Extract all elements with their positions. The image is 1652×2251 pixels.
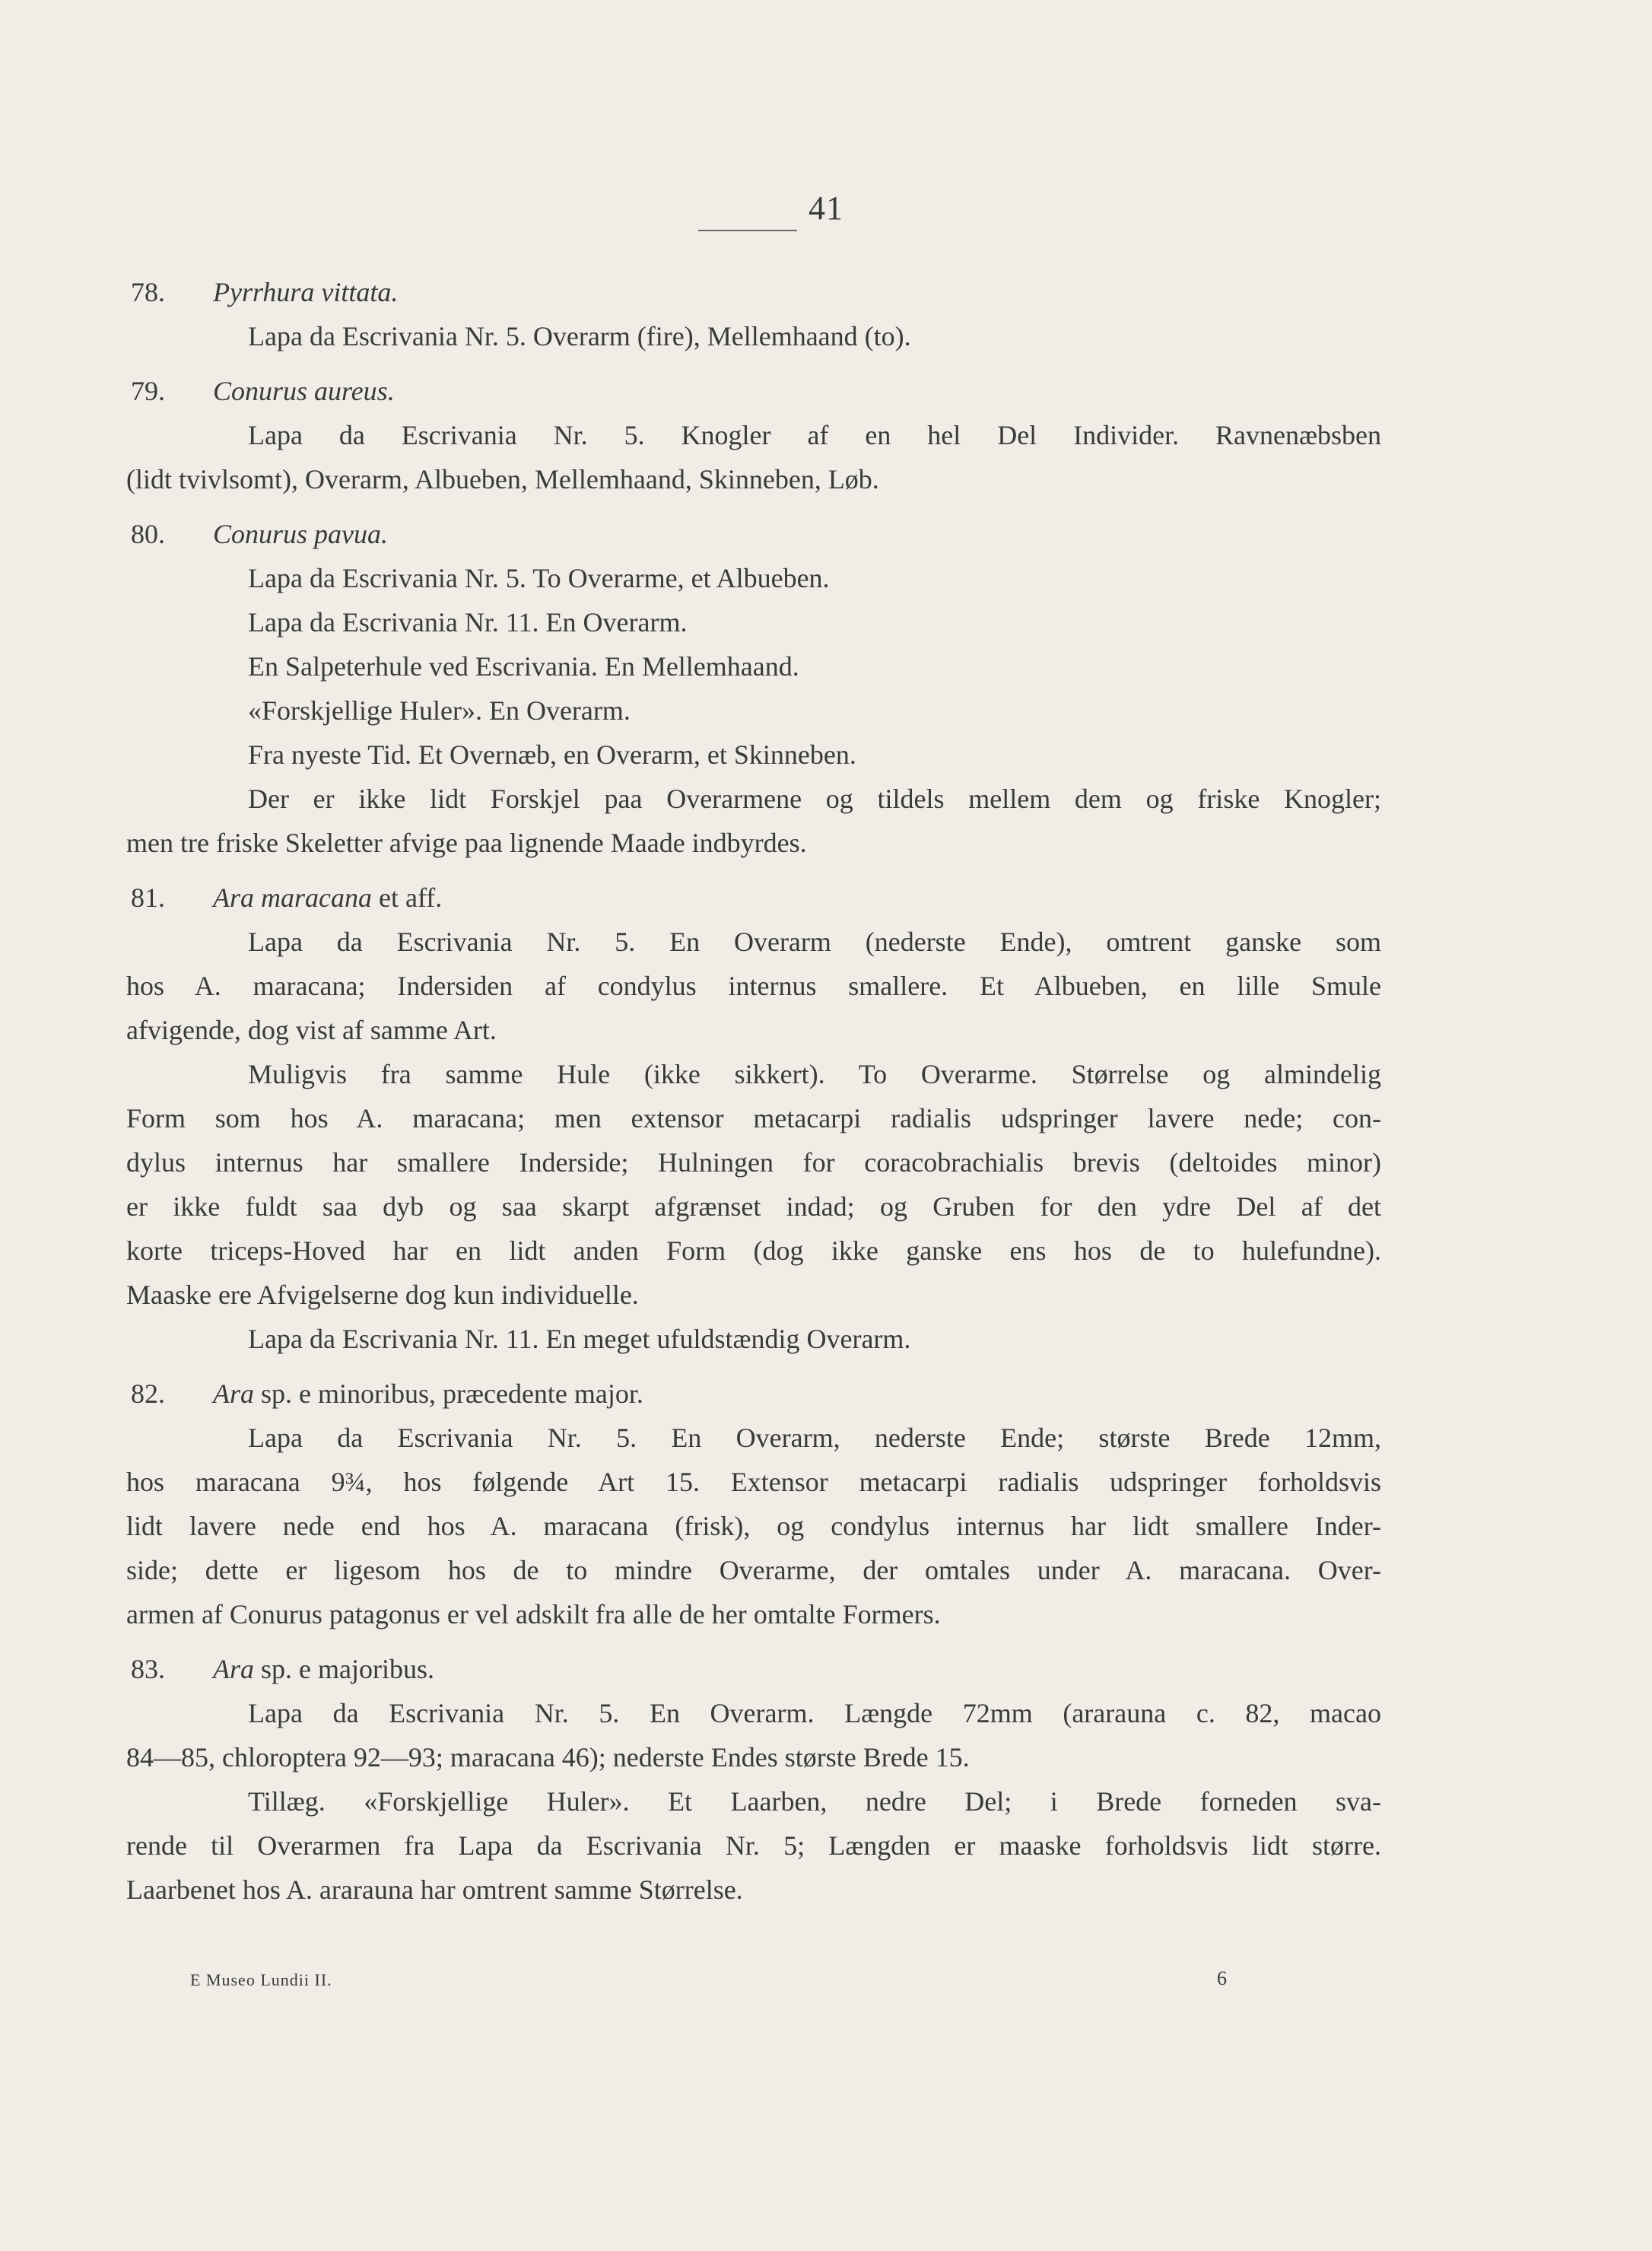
- entry-78: [126, 270, 1381, 358]
- text-line: En Salpeterhule ved Escrivania. En Mellemhaand.: [248, 651, 799, 682]
- species-name: Ara maracana: [213, 882, 372, 913]
- species-name: Conurus pavua.: [213, 519, 389, 549]
- entry-82: [126, 1372, 1381, 1636]
- text-line: korte triceps-Hoved har en lidt anden Form (dog ikke ganske ens hos de to hulefundne).: [126, 1235, 1381, 1266]
- text-line: er ikke fuldt saa dyb og saa skarpt afgrænset indad; og Gruben for den ydre Del af det: [126, 1191, 1381, 1222]
- text-line: Fra nyeste Tid. Et Overnæb, en Overarm, et Skinneben.: [248, 739, 856, 770]
- text-line: Tillæg. «Forskjellige Huler». Et Laarben, nedre Del; i Brede forneden sva-: [248, 1786, 1381, 1817]
- text-line: Lapa da Escrivania Nr. 11. En meget ufuldstændig Overarm.: [248, 1324, 911, 1354]
- text-line: side; dette er ligesom hos de to mindre Overarme, der omtales under A. maracana. Over-: [126, 1555, 1381, 1585]
- text-line: 84—85, chloroptera 92—93; maracana 46); nederste Endes største Brede 15.: [126, 1742, 970, 1773]
- entry-number: 81.: [131, 882, 165, 913]
- page-number: 41: [809, 189, 843, 227]
- text-line: Lapa da Escrivania Nr. 5. Knogler af en hel Del Individer. Ravnenæbsben: [248, 420, 1381, 450]
- text-line: Der er ikke lidt Forskjel paa Overarmene og tildels mellem dem og friske Knogler;: [248, 784, 1381, 814]
- document-body: [126, 270, 1381, 1922]
- text-line: (lidt tvivlsomt), Overarm, Albueben, Mellemhaand, Skinneben, Løb.: [126, 464, 879, 494]
- text-line: men tre friske Skeletter afvige paa lignende Maade indbyrdes.: [126, 828, 807, 858]
- entry-number: 82.: [131, 1378, 165, 1409]
- entry-81: [126, 876, 1381, 1361]
- entry-79: [126, 369, 1381, 501]
- entry-heading: [126, 876, 1381, 920]
- entry-heading: [126, 270, 1381, 314]
- entry-83: [126, 1647, 1381, 1912]
- entry-number: 78.: [131, 277, 165, 307]
- species-name: Ara: [213, 1654, 254, 1684]
- text-line: rende til Overarmen fra Lapa da Escrivania Nr. 5; Længden er maaske forholdsvis lidt større.: [126, 1830, 1381, 1861]
- species-name: Ara: [213, 1378, 254, 1409]
- text-line: Maaske ere Afvigelserne dog kun individuelle.: [126, 1280, 639, 1310]
- footer-signature: E Museo Lundii II.: [190, 1970, 332, 1989]
- text-line: Lapa da Escrivania Nr. 11. En Overarm.: [248, 607, 688, 637]
- entry-heading: [126, 512, 1381, 556]
- text-line: Lapa da Escrivania Nr. 5. En Overarm. Længde 72mm (ararauna c. 82, macao: [248, 1698, 1381, 1728]
- text-line: Laarbenet hos A. ararauna har omtrent samme Størrelse.: [126, 1874, 743, 1905]
- text-line: Lapa da Escrivania Nr. 5. En Overarm (nederste Ende), omtrent ganske som: [248, 927, 1381, 957]
- text-line: «Forskjellige Huler». En Overarm.: [248, 695, 631, 726]
- entry-number: 80.: [131, 519, 165, 549]
- species-qualifier: sp. e minoribus, præcedente major.: [254, 1378, 643, 1409]
- entry-number: 79.: [131, 376, 165, 406]
- text-line: Lapa da Escrivania Nr. 5. To Overarme, et Albueben.: [248, 563, 830, 593]
- entry-number: 83.: [131, 1654, 165, 1684]
- text-line: Muligvis fra samme Hule (ikke sikkert). To Overarme. Størrelse og almindelig: [248, 1059, 1381, 1089]
- species-name: Pyrrhura vittata.: [213, 277, 399, 307]
- text-line: Lapa da Escrivania Nr. 5. Overarm (fire), Mellemhaand (to).: [248, 321, 911, 351]
- text-line: dylus internus har smallere Inderside; Hulningen for coracobrachialis brevis (deltoides minor): [126, 1147, 1381, 1178]
- text-line: Form som hos A. maracana; men extensor metacarpi radialis udspringer lavere nede; con-: [126, 1103, 1381, 1133]
- species-name: Conurus aureus.: [213, 376, 395, 406]
- text-line: lidt lavere nede end hos A. maracana (frisk), og condylus internus har lidt smallere Inder-: [126, 1511, 1381, 1541]
- footer-sheet-number: 6: [1217, 1967, 1227, 1989]
- text-line: Lapa da Escrivania Nr. 5. En Overarm, nederste Ende; største Brede 12mm,: [248, 1423, 1381, 1453]
- text-line: hos A. maracana; Indersiden af condylus internus smallere. Et Albueben, en lille Smule: [126, 971, 1381, 1001]
- text-line: afvigende, dog vist af samme Art.: [126, 1015, 497, 1045]
- entry-heading: [126, 1372, 1381, 1416]
- text-line: armen af Conurus patagonus er vel adskilt fra alle de her omtalte Formers.: [126, 1599, 941, 1629]
- species-qualifier: et aff.: [372, 882, 443, 913]
- entry-heading: [126, 369, 1381, 413]
- entry-heading: [126, 1647, 1381, 1691]
- text-line: hos maracana 9¾, hos følgende Art 15. Extensor metacarpi radialis udspringer forholdsvis: [126, 1467, 1381, 1497]
- species-qualifier: sp. e majoribus.: [254, 1654, 434, 1684]
- page-number-rule: [698, 230, 797, 231]
- entry-80: [126, 512, 1381, 865]
